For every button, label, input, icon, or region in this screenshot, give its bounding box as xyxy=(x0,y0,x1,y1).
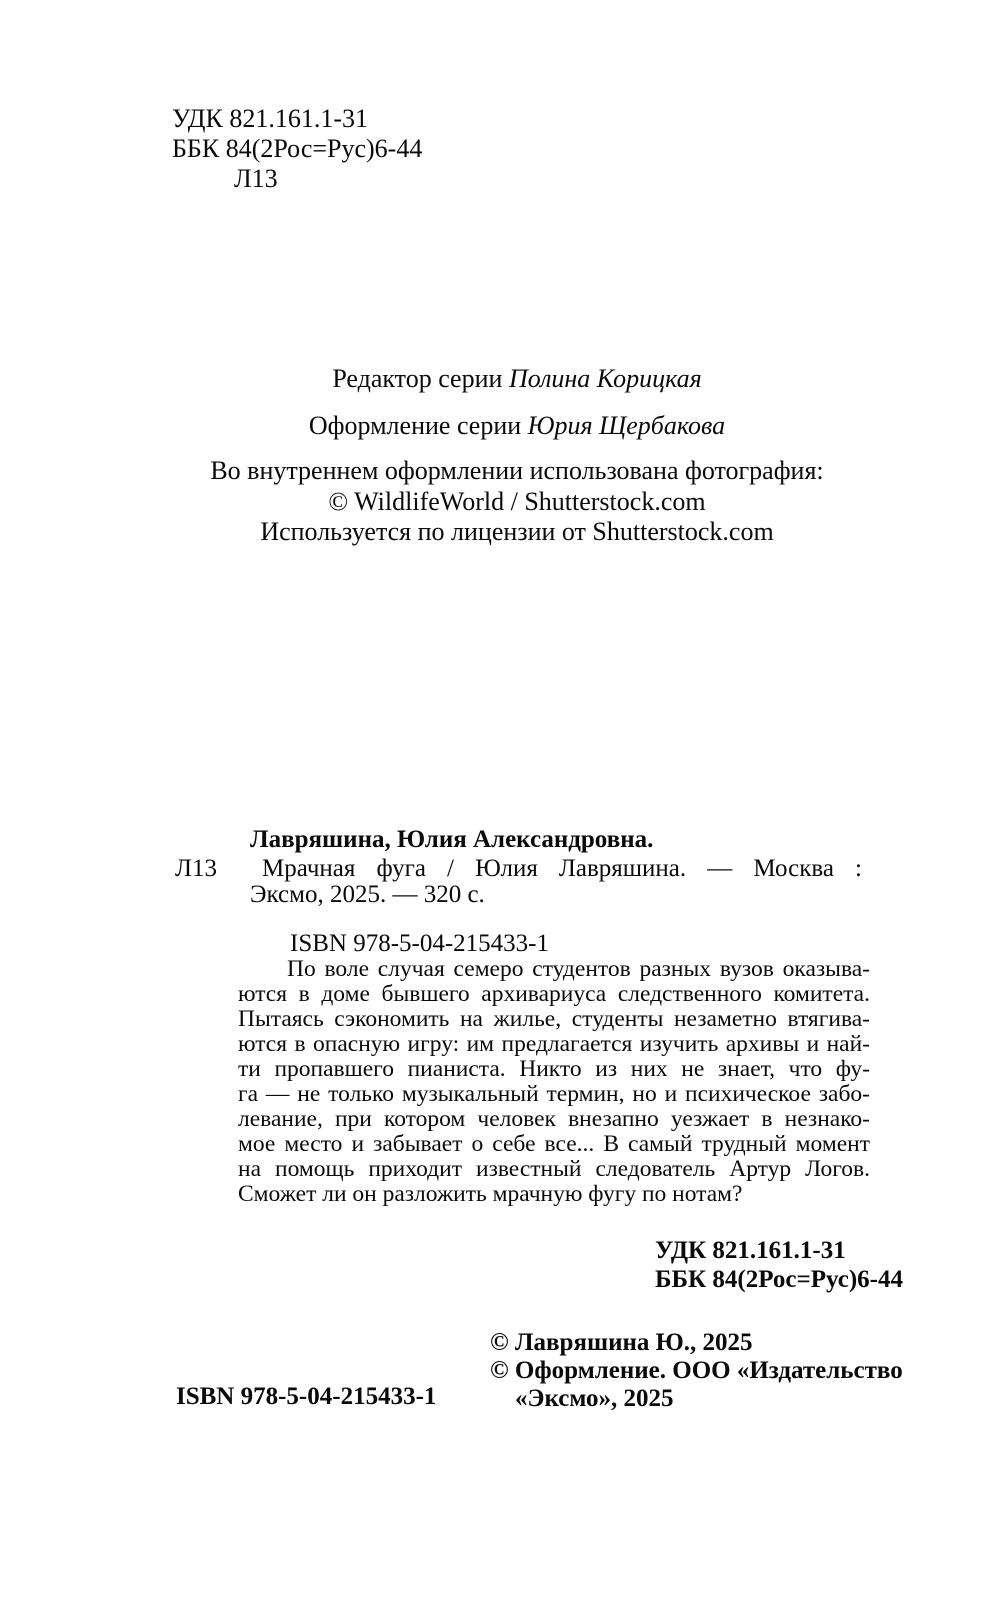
annotation-paragraph xyxy=(238,957,870,1207)
udk-code: УДК 821.161.1-31 xyxy=(172,104,369,133)
annotation-line: По воле случая семеро студентов разных вузов оказыва- xyxy=(287,956,870,982)
catalog-isbn: ISBN 978-5-04-215433-1 xyxy=(290,930,550,957)
copyright-publisher-line-1: © Оформление. ООО «Издательство xyxy=(490,1357,903,1384)
photo-note-line: Во внутреннем оформлении использована фотография: xyxy=(210,456,824,485)
bottom-catalog-codes xyxy=(655,1236,903,1294)
series-designer-line xyxy=(160,411,874,441)
annotation-line: левание, при котором человек внезапно уезжает в незнако- xyxy=(238,1106,870,1132)
annotation-line: Пытаясь сэкономить на жилье, студенты незаметно втягива- xyxy=(238,1006,870,1032)
annotation-line: Сможет ли он разложить мрачную фугу по нотам? xyxy=(238,1181,743,1207)
copyright-publisher-line-2: «Эксмо», 2025 xyxy=(515,1385,674,1412)
series-editor-name: Полина Корицкая xyxy=(508,364,702,393)
bbk-code: ББК 84(2Рос=Рус)6-44 xyxy=(172,134,423,163)
top-catalog-codes xyxy=(172,104,422,194)
copyright-author-line: © Лавряшина Ю., 2025 xyxy=(490,1329,753,1356)
catalog-title-line-1: Мрачная фуга / Юлия Лавряшина. — Москва : xyxy=(262,855,862,882)
author-sign: Л13 xyxy=(234,164,278,193)
annotation-line: на помощь приходит известный следователь Артур Логов. xyxy=(238,1156,870,1182)
catalog-author-sign: Л13 xyxy=(175,855,217,882)
annotation-line: ти пропавшего пианиста. Никто из них не знает, что фу- xyxy=(238,1056,870,1082)
series-editor-line xyxy=(160,364,874,394)
annotation-line: га — не только музыкальный термин, но и психическое забо- xyxy=(238,1081,870,1107)
catalog-author: Лавряшина, Юлия Александровна. xyxy=(250,826,654,853)
series-designer-name: Юрия Щербакова xyxy=(527,411,726,440)
udk-code-bottom: УДК 821.161.1-31 xyxy=(655,1237,846,1264)
annotation-line: мое место и забывает о себе все... В самый трудный момент xyxy=(238,1131,870,1157)
annotation-line: ются в доме бывшего архивариуса следственного комитета. xyxy=(238,981,870,1007)
photo-credit-line: © WildlifeWorld / Shutterstock.com xyxy=(328,487,706,516)
copyright-block xyxy=(490,1329,903,1413)
series-designer-label: Оформление серии xyxy=(308,411,528,440)
series-editor-label: Редактор серии xyxy=(332,364,509,393)
license-note-line: Используется по лицензии от Shutterstock.com xyxy=(260,517,774,546)
bbk-code-bottom: ББК 84(2Рос=Рус)6-44 xyxy=(655,1266,903,1293)
bottom-isbn: ISBN 978-5-04-215433-1 xyxy=(176,1383,437,1410)
catalog-title-line-2: Эксмо, 2025. — 320 с. xyxy=(250,881,485,908)
annotation-line: ются в опасную игру: им предлагается изучить архивы и най- xyxy=(238,1031,870,1057)
